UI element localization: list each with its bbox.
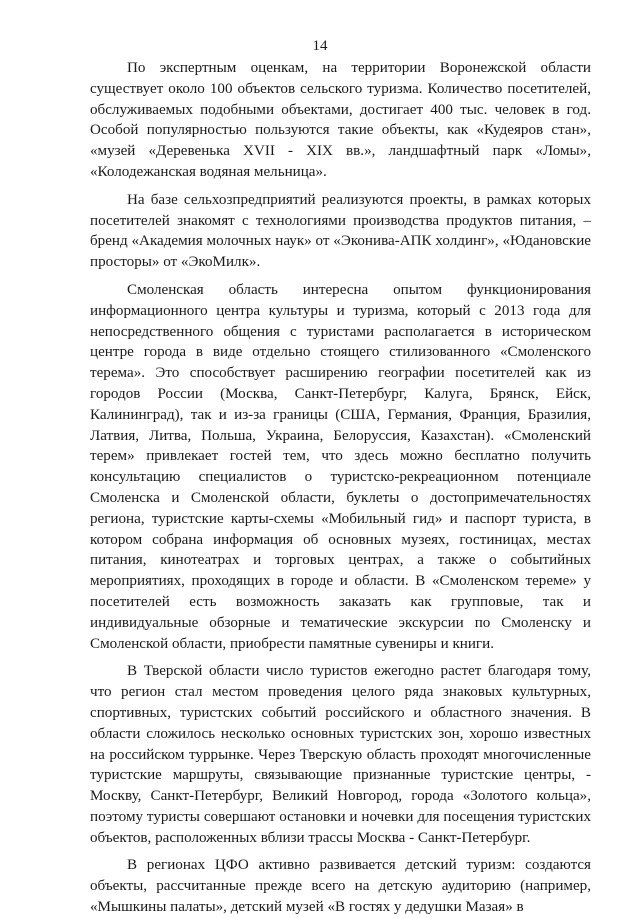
paragraph-voronezh: По экспертным оценкам, на территории Воронежской области существует около 100 объектов сельского туризма. Количество посетителей, обслуживаемых подобными объектами, достигает 400 тыс. человек в год. Особой популярностью пользуются такие объекты, как «Кудеяров стан», «музей «Деревенька XVII - XIX вв.», ландшафтный парк «Ломы», «Колодежанская водяная мельница». [90, 60, 591, 180]
paragraph-agro-projects: На базе сельхозпредприятий реализуются проекты, в рамках которых посетителей знакомят с технологиями производства продуктов питания, – бренд «Академия молочных наук» от «Эконива-АПК холдинг», «Юдановские просторы» от «ЭкоМилк». [90, 191, 591, 271]
paragraph-smolensk: Смоленская область интересна опытом функционирования информационного центра культуры и туризма, который с 2013 года для непосредственного общения с туристами располагается в историческом центре города в виде отдельно стоящего стилизованного «Смоленского терема». Это способствует расширению географии посетителей как из городов России (Москва, Санкт-Петербург, Калуга, Брянск, Ейск, Калининград), так и из-за границы (США, Германия, Франция, Бразилия, Латвия, Литва, Польша, Украина, Белоруссия, Казахстан). «Смоленский терем» привлекает гостей тем, что здесь можно бесплатно получить консультацию специалистов о туристско-рекреационном потенциале Смоленска и Смоленской области, буклеты о достопримечательностях региона, туристские карты-схемы «Мобильный гид» и паспорт туриста, в котором собрана информация об основных музеях, гостиницах, местах питания, кинотеатрах и торговых центрах, а также о событийных мероприятиях, проходящих в городе и области. В «Смоленском тереме» у посетителей есть возможность заказать как групповые, так и индивидуальные обзорные и тематические экскурсии по Смоленску и Смоленской области, приобрести памятные сувениры и книги. [90, 281, 591, 652]
paragraph-children-tourism: В регионах ЦФО активно развивается детский туризм: создаются объекты, рассчитанные прежде всего на детскую аудиторию (например, «Мышкины палаты», детский музей «В гостях у дедушки Мазая» в [90, 857, 591, 916]
document-body [90, 58, 591, 918]
paragraph-tver: В Тверской области число туристов ежегодно растет благодаря тому, что регион стал местом проведения целого ряда знаковых культурных, спортивных, туристских событий российского и областного значения. В области сложилось несколько основных туристских зон, хорошо известных на российском туррынке. Через Тверскую область проходят многочисленные туристские маршруты, связывающие признанные туристские центры, - Москву, Санкт-Петербург, Великий Новгород, города «Золотого кольца», поэтому туристы совершают остановки и ночевки для посещения туристских объектов, расположенных вблизи трассы Москва - Санкт-Петербург. [90, 663, 591, 846]
page-number: 14 [312, 38, 328, 54]
